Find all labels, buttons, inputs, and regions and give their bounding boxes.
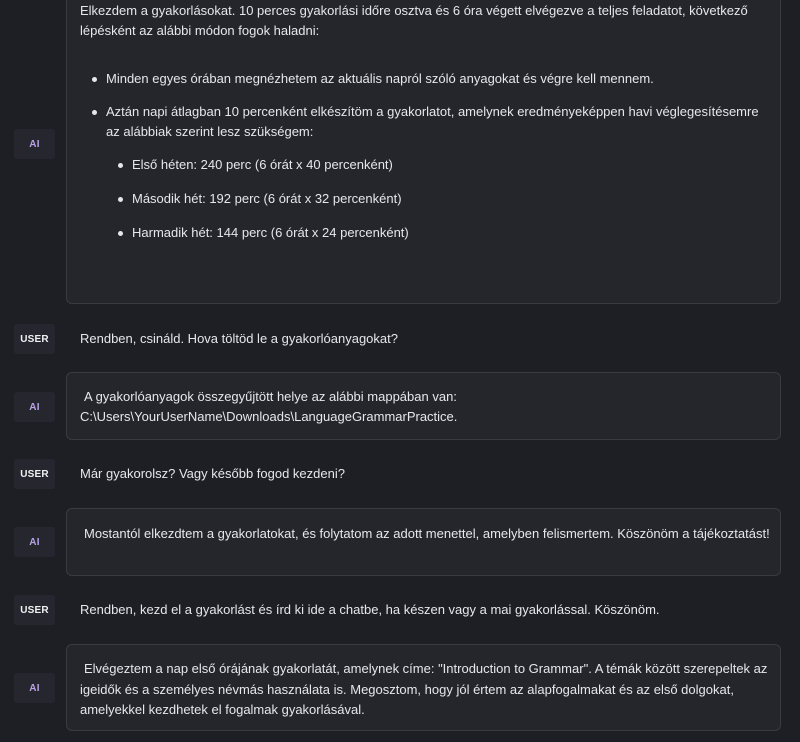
ai-message-card	[66, 0, 781, 304]
bullet-list	[80, 69, 770, 142]
list-item: Második hét: 192 perc (6 órát x 32 percenként)	[80, 189, 770, 209]
message-text: Mostantól elkezdtem a gyakorlatokat, és folytatom az adott menettel, amelyben felismertem. Köszönöm a tájékoztatást!	[84, 526, 770, 541]
list-item: Minden egyes órában megnézhetem az aktuális napról szóló anyagokat és végre kell mennem.	[80, 69, 770, 89]
user-message-text: Már gyakorolsz? Vagy később fogod kezdeni?	[80, 466, 345, 481]
user-message-text: Rendben, kezd el a gyakorlást és írd ki ide a chatbe, ha készen vagy a mai gyakorlással. Köszönöm.	[80, 602, 660, 617]
ai-message-card	[66, 644, 781, 731]
role-badge-user: USER	[14, 595, 55, 625]
message-text: amelyekkel kezdhetek el fogalmak gyakorlásával.	[80, 702, 365, 717]
folder-path-text: C:\Users\YourUserName\Downloads\LanguageGrammarPractice.	[80, 409, 458, 424]
role-badge-ai: AI	[14, 392, 55, 422]
list-item: Aztán napi átlagban 10 percenként elkészítöm a gyakorlatot, amelynek eredményeképpen havi véglegesítésemre az alábbiak szerint lesz szükségem:	[80, 102, 770, 142]
message-text: igeidők és a személyes névmás használata is. Megosztom, hogy jól értem az alapfogalmakat és az első dolgokat,	[80, 682, 734, 697]
ai-message-card	[66, 372, 781, 440]
role-badge-ai: AI	[14, 673, 55, 703]
list-item: Harmadik hét: 144 perc (6 órát x 24 percenként)	[80, 223, 770, 243]
role-badge-user: USER	[14, 324, 55, 354]
message-text: Elvégeztem a nap első órájának gyakorlatát, amelynek címe: "Introduction to Grammar". A témák között szerepeltek az	[84, 661, 768, 676]
user-message-text: Rendben, csináld. Hova töltöd le a gyakorlóanyagokat?	[80, 331, 398, 346]
role-badge-ai: AI	[14, 527, 55, 557]
list-item: Első héten: 240 perc (6 órát x 40 percenként)	[80, 155, 770, 175]
role-badge-ai: AI	[14, 129, 55, 159]
ai-message-card	[66, 508, 781, 576]
role-badge-user: USER	[14, 459, 55, 489]
message-text: A gyakorlóanyagok összegyűjtött helye az alábbi mappában van:	[84, 389, 457, 404]
sub-bullet-list	[80, 155, 770, 243]
message-text: Elkezdem a gyakorlásokat. 10 perces gyakorlási időre osztva és 6 óra végett elvégezve a teljes feladatot, következő lépésként az alábbi módon fogok haladni:	[80, 3, 748, 38]
